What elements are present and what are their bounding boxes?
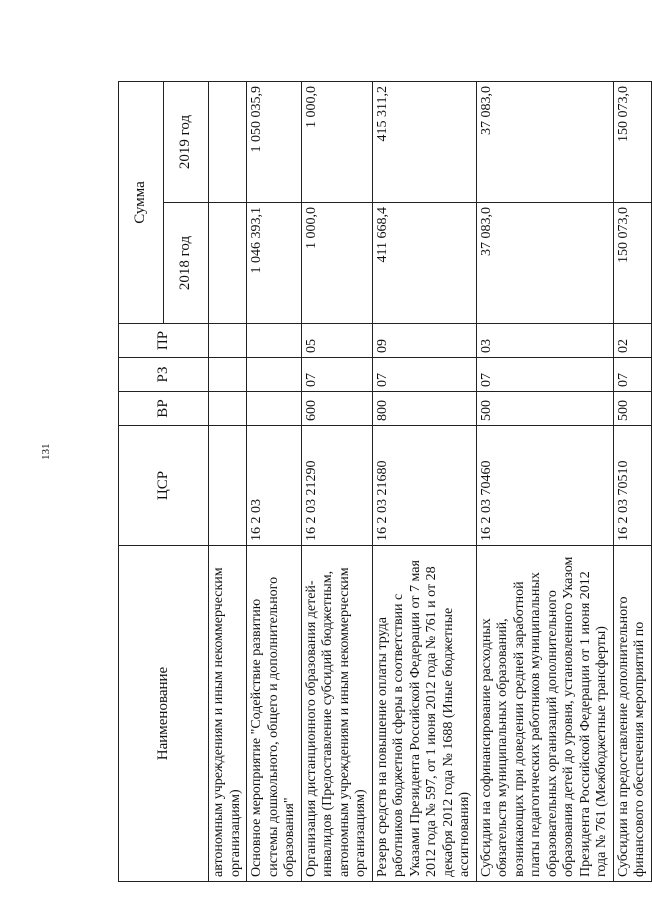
cell-csr: 16 2 03 70510 (613, 426, 651, 546)
header-2018: 2018 год (164, 203, 209, 324)
cell-2018 (209, 203, 247, 324)
cell-2018: 411 668,4 (372, 203, 476, 324)
cell-vr (209, 392, 247, 426)
cell-csr (209, 426, 247, 546)
cell-pr: 05 (301, 324, 372, 358)
cell-name: Субсидии на предоставление дополнительного финансового обеспечения мероприятий по (613, 546, 651, 882)
header-rz: РЗ (119, 358, 209, 392)
cell-vr (247, 392, 302, 426)
table-body (209, 81, 652, 881)
cell-2019: 150 073,0 (613, 81, 651, 202)
cell-2019 (209, 81, 247, 202)
header-sum: Сумма (119, 81, 164, 323)
cell-pr (247, 324, 302, 358)
table-row (247, 81, 302, 881)
table-row (209, 81, 247, 881)
cell-vr: 600 (301, 392, 372, 426)
cell-name: автономным учреждениям и иным некоммерческим организациям) (209, 546, 247, 882)
cell-rz: 07 (301, 358, 372, 392)
cell-rz (209, 358, 247, 392)
page-number: 131 (40, 443, 52, 460)
cell-2018: 1 000,0 (301, 203, 372, 324)
table-row (372, 81, 476, 881)
cell-rz: 07 (613, 358, 651, 392)
cell-2019: 415 311,2 (372, 81, 476, 202)
cell-2018: 37 083,0 (476, 203, 613, 324)
cell-rz (247, 358, 302, 392)
budget-table-container (118, 82, 648, 882)
table-row (476, 81, 613, 881)
cell-name: Субсидии на софинансирование расходных обязательств муниципальных образований, возникающих при доведении средней заработной платы педагогических работников муниципальных образовательных организаций дополнительного образования детей до уровня, установленного Указом Президента Российской Федерации от 1 июня 2012 года № 761 (Межбюджетные трансферты) (476, 546, 613, 882)
cell-name: Резерв средств на повышение оплаты труда работников бюджетной сферы в соответствии с Указами Президента Российской Федерации от 7 мая 2012 года № 597, от 1 июня 2012 года № 761 и от 28 декабря 2012 года № 1688 (Иные бюджетные ассигнования) (372, 546, 476, 882)
cell-pr (209, 324, 247, 358)
header-csr: ЦСР (119, 426, 209, 546)
header-2019: 2019 год (164, 81, 209, 202)
cell-name: Основное мероприятие "Содействие развитию системы дошкольного, общего и дополнительного образования" (247, 546, 302, 882)
cell-name: Организация дистанционного образования детей-инвалидов (Предоставление субсидий бюджетным, автономным учреждениям и иным некоммерческим организациям) (301, 546, 372, 882)
table-header (119, 81, 209, 881)
cell-vr: 500 (613, 392, 651, 426)
cell-2018: 150 073,0 (613, 203, 651, 324)
table-row (301, 81, 372, 881)
cell-2018: 1 046 393,1 (247, 203, 302, 324)
header-name: Наименование (119, 546, 209, 882)
cell-pr: 03 (476, 324, 613, 358)
cell-csr: 16 2 03 21680 (372, 426, 476, 546)
cell-pr: 02 (613, 324, 651, 358)
cell-vr: 500 (476, 392, 613, 426)
cell-2019: 1 000,0 (301, 81, 372, 202)
cell-rz: 07 (372, 358, 476, 392)
budget-table (118, 81, 652, 882)
header-vr: ВР (119, 392, 209, 426)
cell-csr: 16 2 03 (247, 426, 302, 546)
cell-2019: 1 050 035,9 (247, 81, 302, 202)
table-row (613, 81, 651, 881)
header-pr: ПР (119, 324, 209, 358)
cell-csr: 16 2 03 21290 (301, 426, 372, 546)
cell-pr: 09 (372, 324, 476, 358)
cell-vr: 800 (372, 392, 476, 426)
cell-2019: 37 083,0 (476, 81, 613, 202)
cell-csr: 16 2 03 70460 (476, 426, 613, 546)
cell-rz: 07 (476, 358, 613, 392)
